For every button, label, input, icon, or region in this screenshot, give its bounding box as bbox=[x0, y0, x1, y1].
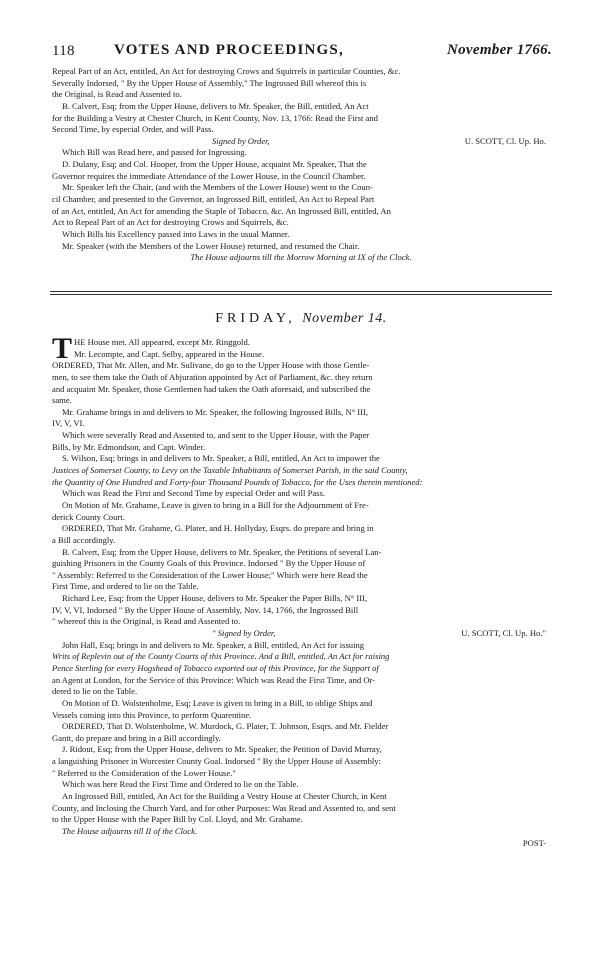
signed-by-order: " Signed by Order, bbox=[212, 628, 276, 639]
text-line: cil Chamber, and presented to the Governor, an Ingrossed Bill, entitled, An Act to Repeal Part bbox=[52, 194, 375, 205]
friday-section bbox=[52, 337, 550, 849]
text-line: to the Upper House with the Paper Bill by Col. Lloyd, and Mr. Grahame. bbox=[52, 814, 303, 825]
text-line: ORDERED, That Mr. Grahame, G. Plater, and H. Hollyday, Esqrs. do prepare and bring in bbox=[62, 523, 374, 534]
text-line: HE House met. All appeared, except Mr. Ringgold. bbox=[74, 337, 250, 347]
text-line: Justices of Somerset County, to Levy on the Taxable Inhabitants of Somerset Parish, in the said County, bbox=[52, 465, 408, 476]
text-line: Governor requires the immediate Attendance of the Lower House, in the Council Chamber. bbox=[52, 170, 366, 181]
text-line: Richard Lee, Esq; from the Upper House, delivers to Mr. Speaker the Paper Bills, N° III, bbox=[62, 593, 368, 604]
section-rule bbox=[50, 291, 552, 292]
text-line: First Time, and ordered to lie on the Table. bbox=[52, 581, 199, 592]
clerk-name: U. SCOTT, Cl. Up. Ho. bbox=[464, 135, 546, 146]
text-line: Gantt, do prepare and bring in a Bill accordingly. bbox=[52, 732, 221, 743]
text-line: dered to lie on the Table. bbox=[52, 686, 138, 697]
text-line: Writs of Replevin out of the County Courts of this Province. And a Bill, entitled, An Act for raising bbox=[52, 651, 390, 662]
drop-cap: T bbox=[52, 332, 73, 365]
text-line: S. Wilson, Esq; brings in and delivers to Mr. Speaker, a Bill, entitled, An Act to impower the bbox=[62, 453, 380, 464]
text-line: John Hall, Esq; brings in and delivers to Mr. Speaker, a Bill, entitled, An Act for issuing bbox=[62, 639, 365, 650]
text-line: the Original, is Read and Assented to. bbox=[52, 89, 182, 100]
text-line: County, and Inclosing the Church Yard, and for other Purposes: Was Read and Assented to, and sent bbox=[52, 802, 396, 813]
text-line: derick County Court. bbox=[52, 511, 125, 522]
text-line: " Referred to the Consideration of the Lower House." bbox=[52, 767, 236, 778]
text-line: An Ingrossed Bill, entitled, An Act for the Building a Vestry House at Chester Church, in Kent bbox=[62, 790, 387, 801]
text-line: and acquaint Mr. Speaker, those Gentlemen had taken the Oath aforesaid, and subscribed the bbox=[52, 383, 371, 394]
text-line: same. bbox=[52, 395, 72, 406]
catchword: POST- bbox=[522, 837, 546, 848]
text-line: a Bill accordingly. bbox=[52, 534, 116, 545]
page-number: 118 bbox=[52, 43, 75, 59]
text-line: Mr. Grahame brings in and delivers to Mr. Speaker, the following Ingrossed Bills, N° III, bbox=[62, 406, 368, 417]
adjournment-line: The House adjourns till II of the Clock. bbox=[62, 825, 198, 836]
text-line: B. Calvert, Esq; from the Upper House, delivers to Mr. Speaker, the Bill, entitled, An Act bbox=[62, 100, 369, 111]
text-line: Which was Read the First and Second Time by especial Order and will Pass. bbox=[62, 488, 326, 499]
text-line: B. Calvert, Esq; from the Upper House, delivers to Mr. Speaker, the Petitions of several Lan- bbox=[62, 546, 382, 557]
text-line: for the Building a Vestry at Chester Church, in Kent County, Nov. 13, 1766: Read the First and bbox=[52, 112, 378, 123]
text-line: Repeal Part of an Act, entitled, An Act for destroying Crows and Squirrels in particular Counties, &c. bbox=[52, 66, 401, 76]
signature-line bbox=[52, 628, 550, 640]
day-date: November 14. bbox=[302, 311, 387, 326]
text-line: IV, V, VI. bbox=[52, 418, 85, 429]
text-line: of an Act, entitled, An Act for amending the Staple of Tobacco, &c. An Ingrossed Bill, entitled, An bbox=[52, 205, 391, 216]
clerk-name: U. SCOTT, Cl. Up. Ho." bbox=[461, 628, 546, 639]
text-line: " whereof this is the Original, is Read and Assented to. bbox=[52, 616, 241, 627]
text-line: Mr. Lecompte, and Capt. Selby, appeared in the House. bbox=[74, 348, 265, 359]
page-header bbox=[52, 42, 552, 62]
text-line: Bills, by Mr. Edmondson, and Capt. Winder. bbox=[52, 441, 205, 452]
text-line: Mr. Speaker left the Chair, (and with the Members of the Lower House) went to the Coun- bbox=[62, 182, 373, 193]
thursday-section bbox=[52, 66, 550, 264]
signed-by-order: Signed by Order, bbox=[212, 135, 270, 146]
text-line: Which Bills his Excellency passed into Laws in the usual Manner. bbox=[62, 228, 290, 239]
day-heading bbox=[52, 311, 550, 327]
text-line: Act to Repeal Part of an Act for destroying Crows and Squirrels, &c. bbox=[52, 217, 289, 228]
text-line: J. Ridout, Esq; from the Upper House, delivers to Mr. Speaker, the Petition of David Murray, bbox=[62, 744, 382, 755]
text-line: Pence Sterling for every Hogshead of Tobacco exported out of this Province, for the Support of bbox=[52, 662, 379, 673]
text-line: guishing Prisoners in the County Goals of this Province. Indorsed " By the Upper House of bbox=[52, 558, 366, 569]
text-line: D. Dulany, Esq; and Col. Hooper, from the Upper House, acquaint Mr. Speaker, That the bbox=[62, 159, 367, 170]
running-title: VOTES AND PROCEEDINGS, bbox=[114, 42, 344, 58]
text-line: Mr. Speaker (with the Members of the Lower House) returned, and resumed the Chair. bbox=[62, 240, 360, 251]
text-line: a languishing Prisoner in Worcester County Goal. Indorsed " By the Upper House of Assembly: bbox=[52, 756, 381, 767]
text-line: Which Bill was Read here, and passed for Ingrossing. bbox=[62, 147, 247, 158]
text-line: ORDERED, That D. Wolstenholme, W. Murdock, G. Plater, T. Johnson, Esqrs. and Mr. Fielder bbox=[62, 721, 389, 732]
text-line: Vessels coming into this Province, to perform Quarentine. bbox=[52, 709, 252, 720]
text-line: men, to see them take the Oath of Abjuration appointed by Act of Parliament, &c. they return bbox=[52, 371, 373, 382]
text-line: Which was here Read the First Time and Ordered to lie on the Table. bbox=[62, 779, 299, 790]
running-date: November 1766. bbox=[446, 42, 552, 58]
text-line: On Motion of D. Wolstenholme, Esq; Leave is given to bring in a Bill, to oblige Ships and bbox=[62, 697, 373, 708]
signature-line bbox=[52, 136, 550, 148]
text-line: Second Time, by especial Order, and will Pass. bbox=[52, 124, 214, 135]
text-line: IV, V, VI, Indorsed " By the Upper House of Assembly, Nov. 14, 1766, the Ingrossed Bill bbox=[52, 604, 359, 615]
text-line: the Quantity of One Hundred and Forty-four Thousand Pounds of Tobacco, for the Uses therein mentioned: bbox=[52, 476, 423, 487]
text-line: Severally Indorsed, " By the Upper House of Assembly," The Ingrossed Bill whereof this is bbox=[52, 77, 367, 88]
text-line: ORDERED, That Mr. Allen, and Mr. Sulivane, do go to the Upper House with those Gentle- bbox=[52, 360, 370, 371]
section-rule bbox=[50, 294, 552, 295]
text-line: " Assembly: Referred to the Consideration of the Lower House;" Which were here Read the bbox=[52, 569, 368, 580]
day-name: FRIDAY, bbox=[215, 311, 296, 326]
adjournment-line: The House adjourns till the Morrow Morning at IX of the Clock. bbox=[190, 252, 412, 263]
text-line: Which were severally Read and Assented to, and sent to the Upper House, with the Paper bbox=[62, 430, 370, 441]
text-line: On Motion of Mr. Grahame, Leave is given to bring in a Bill for the Adjournment of Fre- bbox=[62, 499, 369, 510]
text-line: an Agent at London, for the Service of this Province: Which was Read the First Time, and Or- bbox=[52, 674, 376, 685]
